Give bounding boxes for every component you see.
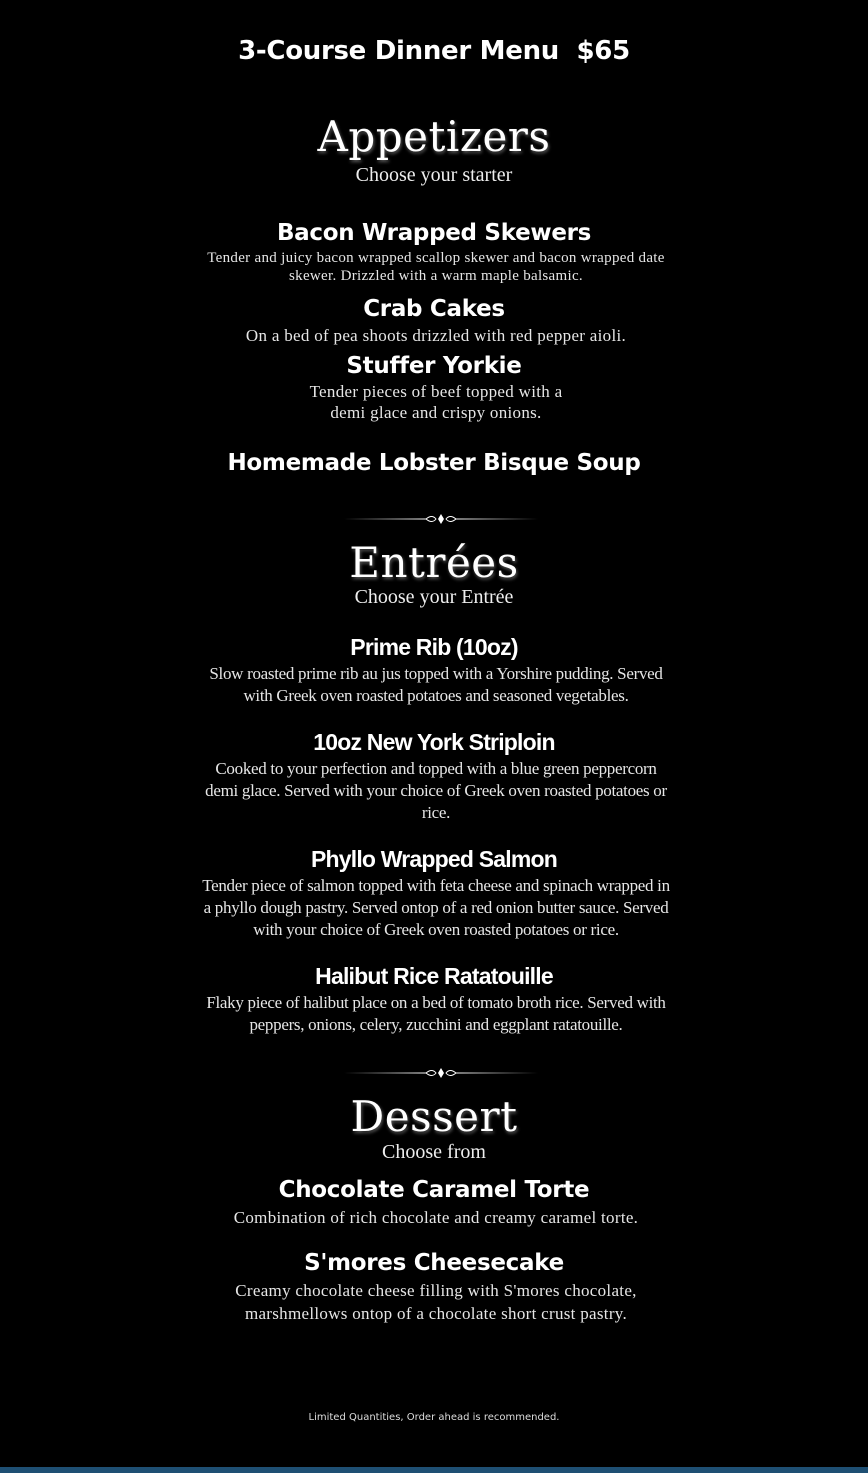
item-name-smores-cheesecake: S'mores Cheesecake: [304, 1250, 564, 1276]
desc-line: marshmellows ontop of a chocolate short crust pastry.: [244, 1304, 628, 1323]
item-name-chocolate-caramel-torte: Chocolate Caramel Torte: [278, 1177, 590, 1203]
desc-line: with Greek oven roasted potatoes and seasoned vegetables.: [243, 686, 629, 705]
item-name-crab-cakes: Crab Cakes: [363, 296, 505, 322]
desc-line: On a bed of pea shoots drizzled with red pepper aioli.: [245, 326, 627, 345]
item-name-ny-striploin: 10oz New York Striploin: [313, 729, 555, 755]
item-desc-bacon-wrapped-skewers: [184, 249, 688, 285]
desc-line: with your choice of Greek oven roasted potatoes or rice.: [253, 920, 619, 939]
section-subtitle-entrees: Choose your Entrée: [354, 586, 514, 608]
desc-line: peppers, onions, celery, zucchini and eggplant ratatouille.: [249, 1015, 623, 1034]
section-subtitle-dessert: Choose from: [382, 1141, 486, 1163]
section-title-entrees: Entrées: [349, 538, 519, 587]
bottom-bar: [0, 1467, 868, 1473]
ornamental-divider-icon: [344, 1067, 538, 1079]
desc-line: Cooked to your perfection and topped with a blue green peppercorn: [215, 759, 657, 778]
desc-line: demi glace and crispy onions.: [330, 403, 542, 422]
item-desc-prime-rib: [184, 663, 688, 707]
item-name-bacon-wrapped-skewers: Bacon Wrapped Skewers: [276, 220, 592, 246]
desc-line: Tender pieces of beef topped with a: [309, 382, 563, 401]
item-name-prime-rib: Prime Rib (10oz): [350, 634, 518, 660]
item-desc-crab-cakes: [184, 325, 688, 347]
desc-line: Combination of rich chocolate and creamy caramel torte.: [233, 1208, 639, 1227]
item-name-phyllo-salmon: Phyllo Wrapped Salmon: [310, 846, 558, 872]
desc-line: rice.: [421, 803, 451, 822]
footer-note: Limited Quantities, Order ahead is recommended.: [308, 1412, 560, 1423]
item-name-lobster-bisque: Homemade Lobster Bisque Soup: [227, 450, 641, 476]
item-desc-chocolate-caramel-torte: [184, 1207, 688, 1229]
item-desc-ny-striploin: [184, 758, 688, 824]
item-desc-halibut-ratatouille: [184, 992, 688, 1036]
desc-line: Slow roasted prime rib au jus topped with a Yorshire pudding. Served: [209, 664, 663, 683]
desc-line: demi glace. Served with your choice of Greek oven roasted potatoes or: [205, 781, 667, 800]
section-title-dessert: Dessert: [350, 1092, 518, 1141]
desc-line: Tender piece of salmon topped with feta cheese and spinach wrapped in: [202, 876, 670, 895]
desc-line: a phyllo dough pastry. Served ontop of a red onion butter sauce. Served: [203, 898, 669, 917]
ornamental-divider-icon: [344, 513, 538, 525]
item-name-halibut-ratatouille: Halibut Rice Ratatouille: [315, 963, 553, 989]
item-name-stuffer-yorkie: Stuffer Yorkie: [346, 353, 522, 379]
item-desc-stuffer-yorkie: [184, 381, 688, 423]
item-desc-smores-cheesecake: [184, 1279, 688, 1325]
section-subtitle-appetizers: Choose your starter: [355, 164, 513, 186]
desc-line: skewer. Drizzled with a warm maple balsamic.: [289, 268, 583, 284]
desc-line: Tender and juicy bacon wrapped scallop skewer and bacon wrapped date: [207, 250, 665, 266]
desc-line: Flaky piece of halibut place on a bed of tomato broth rice. Served with: [206, 993, 666, 1012]
menu-title: 3-Course Dinner Menu $65: [238, 36, 630, 66]
section-title-appetizers: Appetizers: [317, 112, 551, 161]
desc-line: Creamy chocolate cheese filling with S'mores chocolate,: [235, 1281, 637, 1300]
item-desc-phyllo-salmon: [184, 875, 688, 941]
